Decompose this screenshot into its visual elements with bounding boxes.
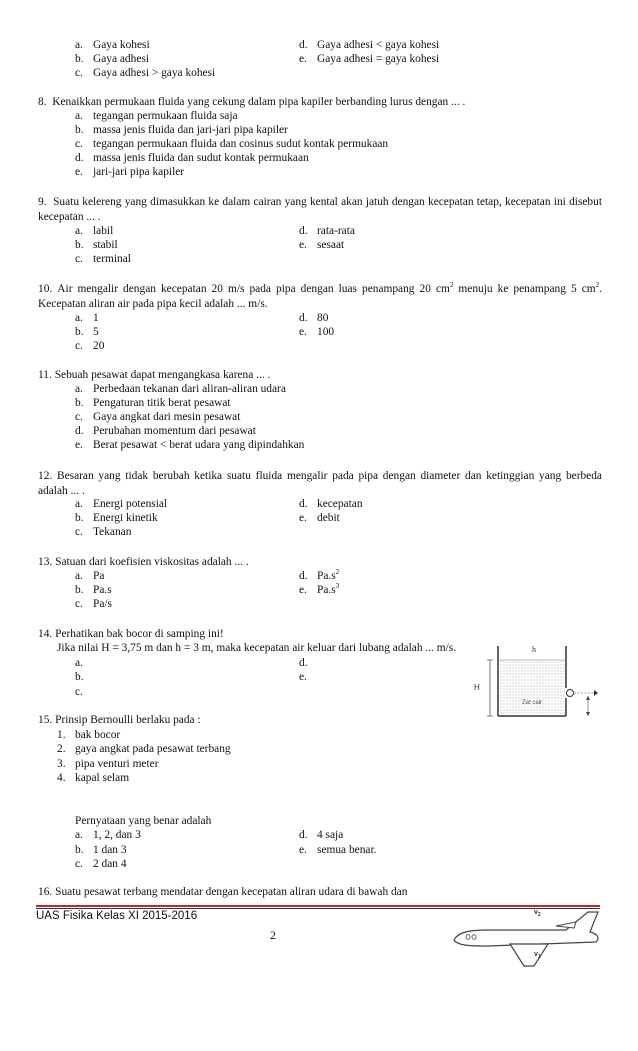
tank-label-liquid: Zat cair [522,700,543,706]
q8-option-e: e. jari-jari pipa kapiler [75,166,185,178]
q14-option-d: d. [299,657,308,669]
question-text: Suatu kelereng yang dimasukkan ke dalam cairan yang kental akan jatuh dengan kecepatan tetap, kecepatan ini disebut kecepatan ... . [38,196,602,223]
q15-option-e: e. semua benar. [299,844,377,856]
question-text: Satuan dari koefisien viskositas adalah ... . [55,556,249,568]
q11-option-c: c. Gaya angkat dari mesin pesawat [75,411,241,423]
q12-option-b: b. Energi kinetik [75,512,158,524]
airplane-label-v1: $v_1$ [534,951,541,960]
question-text: Perhatikan bak bocor di samping ini! [55,628,224,640]
q11-option-a: a. Perbedaan tekanan dari aliran-aliran udara [75,383,286,395]
question-15 [38,714,201,727]
leak-hole [567,690,574,697]
q13-option-d: d. $Pa.s^2$ [299,568,340,582]
q10-option-a: a. 1 [75,312,99,324]
leaking-tank-figure [470,640,600,722]
footer-title: UAS Fisika Kelas XI 2015-2016 [36,910,198,922]
question-number: 10. [38,283,53,295]
q9-option-c: c. terminal [75,253,131,265]
q10-option-e: e. 100 [299,326,335,338]
q7-option-d: d. Gaya adhesi < gaya kohesi [299,39,440,51]
q14-option-c: c. [75,686,83,698]
q14-option-e: e. [299,671,307,683]
q12-option-d: d. kecepatan [299,498,363,510]
q14-option-a: a. [75,657,83,669]
q15-item-1: 1. bak bocor [57,729,121,741]
question-number: 12. [38,470,53,482]
question-number: 8. [38,96,47,108]
tank-label-h: h [532,645,536,654]
page-number: 2 [270,928,276,942]
q13-option-a: a. Pa [75,570,105,582]
airplane-body [454,912,598,946]
q10-option-c: c. 20 [75,340,105,352]
q9-option-b: b. stabil [75,239,118,251]
q8-option-b: b. massa jenis fluida dan jari-jari pipa kapiler [75,124,288,136]
tank-label-H: H [474,683,480,692]
question-12 [38,469,602,498]
question-number: 15. [38,714,53,726]
q11-option-e: e. Berat pesawat < berat udara yang dipindahkan [75,439,305,451]
question-number: 9. [38,196,47,208]
question-11 [38,368,602,383]
q8-option-c: c. tegangan permukaan fluida dan cosinus sudut kontak permukaan [75,138,389,150]
q15-item-2: 2. gaya angkat pada pesawat terbang [57,743,231,755]
question-9 [38,195,602,224]
question-text: Kenaikkan permukaan fluida yang cekung dalam pipa kapiler berbanding lurus dengan ... . [52,96,466,108]
airplane-wing [510,944,548,966]
question-16 [38,886,407,899]
q13-option-c: c. Pa/s [75,598,112,610]
q15-option-c: c. 2 dan 4 [75,858,127,870]
q9-option-a: a. labil [75,225,114,237]
q11-option-b: b. Pengaturan titik berat pesawat [75,397,231,409]
question-text: Prinsip Bernoulli berlaku pada : [55,714,201,726]
q15-option-a: a. 1, 2, dan 3 [75,829,141,841]
question-14-text-2: Jika nilai H = 3,75 m dan h = 3 m, maka kecepatan air keluar dari lubang adalah ... m/s. [57,642,457,654]
q12-option-a: a. Energi potensial [75,498,168,510]
question-14 [38,628,224,641]
q8-option-d: d. massa jenis fluida dan sudut kontak permukaan [75,152,309,164]
q10-option-b: b. 5 [75,326,99,338]
q10-option-d: d. 80 [299,312,329,324]
q15-item-4: 4. kapal selam [57,772,130,784]
q7-option-e: e. Gaya adhesi = gaya kohesi [299,53,440,65]
airplane-figure [448,904,608,974]
q15-statement: Pernyataan yang benar adalah [75,815,212,827]
question-text: Suatu pesawat terbang mendatar dengan kecepatan aliran udara di bawah dan [55,886,408,898]
question-text: Besaran yang tidak berubah ketika suatu fluida mengalir pada pipa dengan diameter dan ketinggian yang berbeda adalah ... . [38,470,602,497]
question-text: Sebuah pesawat dapat mengangkasa karena ... . [54,369,271,381]
question-8 [38,95,602,110]
question-10: 10. Air mengalir dengan kecepatan 20 m/s pada pipa dengan luas penampang 20 $cm^2$ menuju ke penampang 5 $cm^2$. Kecepatan aliran air pada pipa kecil adalah ... m/s. [38,281,602,310]
question-number: 11. [38,369,52,381]
question-number: 14. [38,628,53,640]
q7-option-a: a. Gaya kohesi [75,39,150,51]
airplane-label-v2: $v_2$ [534,909,541,918]
question-13 [38,555,602,570]
question-number: 16. [38,886,53,898]
q13-option-e: e. $Pa.s^3$ [299,582,340,596]
q12-option-e: e. debit [299,512,340,524]
q9-option-d: d. rata-rata [299,225,355,237]
tank-liquid [498,660,566,716]
question-number: 13. [38,556,53,568]
q15-option-d: d. 4 saja [299,829,344,841]
q12-option-c: c. Tekanan [75,526,132,538]
q13-option-b: b. Pa.s [75,584,112,596]
q15-option-b: b. 1 dan 3 [75,844,127,856]
q7-option-c: c. Gaya adhesi > gaya kohesi [75,67,216,79]
q11-option-d: d. Perubahan momentum dari pesawat [75,425,256,437]
q14-option-b: b. [75,671,84,683]
q15-item-3: 3. pipa venturi meter [57,758,159,770]
q8-option-a: a. tegangan permukaan fluida saja [75,110,238,122]
q7-option-b: b. Gaya adhesi [75,53,149,65]
q9-option-e: e. sesaat [299,239,345,251]
